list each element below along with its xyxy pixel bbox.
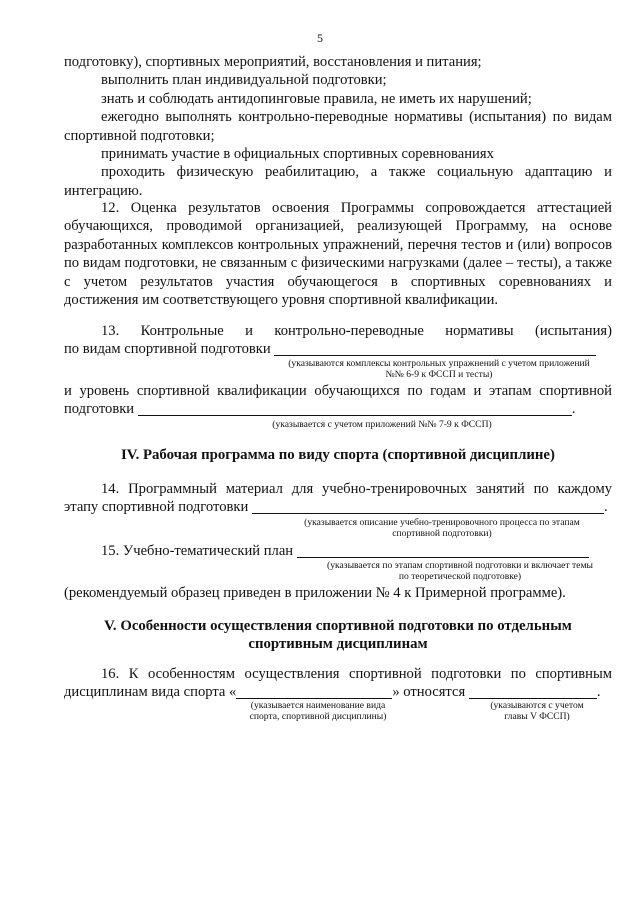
section-heading <box>64 617 612 654</box>
footnote-label <box>462 700 612 722</box>
paragraph-15 <box>64 542 612 560</box>
footnote-text: (указываются комплексы контрольных упражнений с учетом приложений <box>288 358 590 369</box>
paragraph-text: » относятся <box>392 684 466 701</box>
footnote-text: (указывается описание учебно-тренировочного процесса по этапам <box>304 517 580 528</box>
intro-list <box>64 53 612 200</box>
footnote-label <box>258 358 620 380</box>
text-line: выполнить план индивидуальной подготовки; <box>101 72 387 89</box>
text-line: принимать участие в официальных спортивных соревнованиях <box>101 146 494 163</box>
footnote-text: главы V ФССП) <box>504 711 570 722</box>
paragraph-text: 15. Учебно-тематический план <box>101 543 294 559</box>
paragraph-16 <box>64 665 612 702</box>
paragraph-text <box>64 542 612 560</box>
footnote-text: (указывается по этапам спортивной подготовки и включает темы <box>327 560 593 571</box>
blank-field <box>138 401 572 416</box>
text-line: подготовку), спортивных мероприятий, восстановления и питания; <box>64 54 482 70</box>
footnote-label <box>212 419 552 430</box>
paragraph-text: 13. Контрольные и контрольно-переводные нормативы (испытания) <box>101 323 612 339</box>
paragraph-15-cont <box>64 584 612 602</box>
footnote-text: (указывается наименование вида <box>250 700 386 711</box>
paragraph-text <box>64 400 612 418</box>
text-line: ежегодно выполнять контрольно-переводные нормативы (испытания) по видам спортивной подготовки; <box>64 109 612 144</box>
page-number: 5 <box>317 31 323 45</box>
paragraph-text: и уровень спортивной квалификации обучающихся по годам и этапам спортивной <box>64 383 612 399</box>
section-heading: IV. Рабочая программа по виду спорта (спортивной дисциплине) <box>121 447 555 463</box>
footnote-text: спорта, спортивной дисциплины) <box>249 711 387 722</box>
blank-field <box>236 684 392 699</box>
footnote-label <box>282 560 638 582</box>
paragraph-12 <box>64 199 612 309</box>
footnote-text: спортивной подготовки) <box>392 528 492 539</box>
footnote-text: по теоретической подготовке) <box>398 571 522 582</box>
paragraph-13 <box>64 322 612 359</box>
footnote-text: (указываются с учетом <box>490 700 584 711</box>
paragraph-text: подготовки <box>64 401 135 418</box>
footnote-text: (указывается с учетом приложений №№ 7-9 к ФССП) <box>272 419 492 430</box>
paragraph-text: 12. Оценка результатов освоения Программы сопровождается аттестацией обучающихся, проводимой организацией, реализующей Программу, на основе разработанных комплексов контрольных упражнений, перечня тестов и (или) вопросов по видам подготовки, не связанным с физическими нагрузками (далее – тесты), а также с учетом результатов участия обучающегося в спортивных соревнованиях и достижения им соответствующего уровня спортивной квалификации. <box>64 200 612 309</box>
section-heading-line: V. Особенности осуществления спортивной подготовки по отдельным <box>104 618 572 634</box>
footnote-text: №№ 6-9 к ФССП и тесты) <box>385 369 493 380</box>
blank-field <box>252 499 604 514</box>
paragraph-text <box>64 498 612 516</box>
paragraph-text: (рекомендуемый образец приведен в приложении № 4 к Примерной программе). <box>64 585 566 601</box>
paragraph-text: . <box>603 499 608 516</box>
text-line: знать и соблюдать антидопинговые правила, не иметь их нарушений; <box>101 90 532 107</box>
paragraph-text: . <box>596 684 601 701</box>
paragraph-text: . <box>571 401 576 418</box>
blank-field <box>297 543 589 558</box>
paragraph-text: дисциплинам вида спорта « <box>64 684 237 701</box>
paragraph-13-cont <box>64 382 612 419</box>
blank-field <box>469 684 597 699</box>
blank-field <box>274 341 596 356</box>
section-heading-line: спортивным дисциплинам <box>248 636 428 653</box>
paragraph-text: 16. К особенностям осуществления спортивной подготовки по спортивным <box>101 666 612 682</box>
paragraph-text: 14. Программный материал для учебно-тренировочных занятий по каждому <box>101 481 612 497</box>
footnote-label <box>218 700 418 722</box>
text-line: проходить физическую реабилитацию, а также социальную адаптацию и интеграцию. <box>64 164 612 199</box>
paragraph-text: этапу спортивной подготовки <box>64 499 249 516</box>
paragraph-text <box>64 340 612 358</box>
paragraph-14 <box>64 480 612 517</box>
paragraph-text: по видам спортивной подготовки <box>64 341 271 358</box>
footnote-label <box>262 517 622 539</box>
